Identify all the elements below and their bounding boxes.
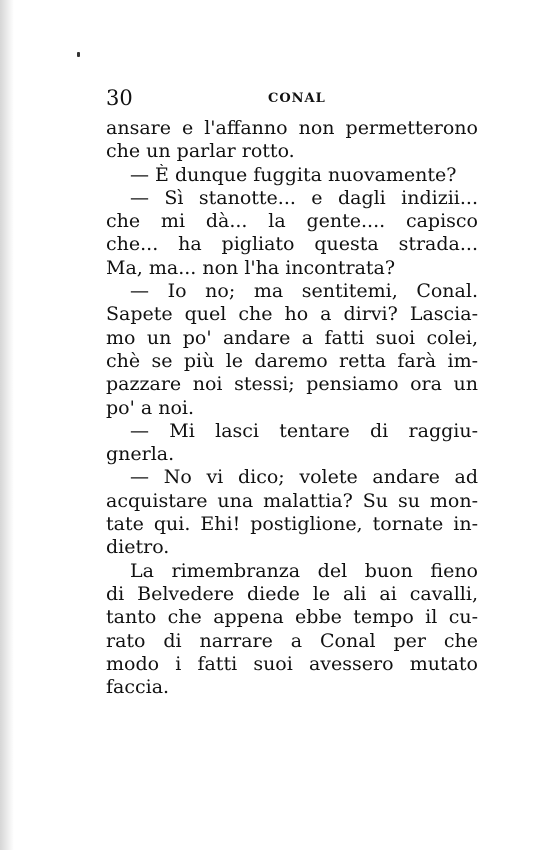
ink-speck (77, 52, 80, 57)
text-line: — Io no; ma sentitemi, Conal. (130, 280, 478, 303)
page-header (106, 86, 472, 110)
text-line: La rimembranza del buon fieno (130, 559, 478, 582)
text-line: — Sì stanotte... e dagli indizii... (130, 186, 478, 209)
text-line: po' a noi. (106, 396, 195, 419)
text-line: che mi dà... la gente.... capisco (106, 210, 478, 233)
text-line: tate qui. Ehi! postiglione, tornate in- (106, 513, 478, 536)
page-number: 30 (106, 86, 133, 110)
text-line: tanto che appena ebbe tempo il cu- (106, 606, 478, 629)
text-line: di Belvedere diede le ali ai cavalli, (106, 582, 478, 605)
text-line: — No vi dico; volete andare ad (130, 466, 478, 489)
running-title: CONAL (268, 91, 326, 106)
text-line: chè se più le daremo retta farà im- (106, 349, 478, 372)
text-line: dietro. (106, 536, 170, 559)
text-line: acquistare una malattia? Su su mon- (106, 489, 478, 512)
text-line: rato di narrare a Conal per che (106, 629, 478, 652)
text-line: mo un po' andare a fatti suoi colei, (106, 326, 478, 349)
text-line: gnerla. (106, 443, 175, 466)
text-line: che... ha pigliato questa strada... (106, 233, 478, 256)
text-line: — È dunque fuggita nuovamente? (130, 163, 457, 186)
text-line: faccia. (106, 676, 170, 699)
text-line: pazzare noi stessi; pensiamo ora un (106, 373, 478, 396)
text-line: — Mi lasci tentare di raggiu- (130, 419, 478, 442)
text-line: modo i fatti suoi avessero mutato (106, 652, 478, 675)
text-line: Sapete quel che ho a dirvi? Lascia- (106, 303, 478, 326)
text-line: Ma, ma... non l'ha incontrata? (106, 256, 396, 279)
text-line: ansare e l'affanno non permetterono (106, 117, 478, 139)
page-edge-shadow (0, 0, 14, 850)
text-line: che un parlar rotto. (106, 140, 295, 163)
body-text (106, 117, 478, 699)
